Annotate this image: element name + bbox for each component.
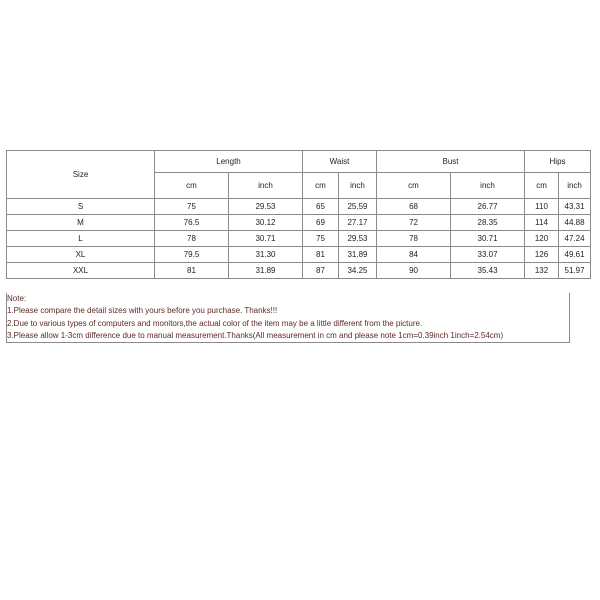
group-header-length: Length (155, 151, 303, 173)
measurement-cell: 31.89 (229, 263, 303, 279)
measurement-cell: 76.5 (155, 215, 229, 231)
unit-header-cm: cm (155, 173, 229, 199)
measurement-cell: 31.89 (339, 247, 377, 263)
measurement-cell: 68 (377, 199, 451, 215)
measurement-cell: 33.07 (451, 247, 525, 263)
measurement-cell: 26.77 (451, 199, 525, 215)
unit-header-inch: inch (339, 173, 377, 199)
group-header-hips: Hips (525, 151, 591, 173)
size-chart-table (6, 150, 591, 279)
table-row (7, 199, 591, 215)
measurement-cell: 51.97 (559, 263, 591, 279)
measurement-cell: 44.88 (559, 215, 591, 231)
measurement-cell: 29.53 (229, 199, 303, 215)
measurement-cell: 84 (377, 247, 451, 263)
measurement-cell: 34.25 (339, 263, 377, 279)
size-label-cell: XL (7, 247, 155, 263)
measurement-cell: 126 (525, 247, 559, 263)
measurement-cell: 31.30 (229, 247, 303, 263)
measurement-cell: 110 (525, 199, 559, 215)
note-line: 1.Please compare the detail sizes with yours before you purchase. Thanks!!! (7, 306, 278, 316)
unit-header-inch: inch (559, 173, 591, 199)
group-header-waist: Waist (303, 151, 377, 173)
measurement-cell: 47.24 (559, 231, 591, 247)
measurement-cell: 29.53 (339, 231, 377, 247)
measurement-cell: 35.43 (451, 263, 525, 279)
measurement-cell: 81 (155, 263, 229, 279)
unit-header-inch: inch (229, 173, 303, 199)
measurement-cell: 30.71 (451, 231, 525, 247)
size-header: Size (7, 151, 155, 199)
measurement-cell: 69 (303, 215, 339, 231)
measurement-cell: 75 (303, 231, 339, 247)
measurement-cell: 30.71 (229, 231, 303, 247)
measurement-cell: 28.35 (451, 215, 525, 231)
note-line: 2.Due to various types of computers and monitors,the actual color of the item may be a little different from the picture. (7, 318, 423, 328)
unit-header-inch: inch (451, 173, 525, 199)
size-label-cell: M (7, 215, 155, 231)
size-label-cell: S (7, 199, 155, 215)
measurement-cell: 49.61 (559, 247, 591, 263)
measurement-cell: 75 (155, 199, 229, 215)
notes-title: Note: (7, 294, 27, 303)
table-row (7, 263, 591, 279)
measurement-cell: 72 (377, 215, 451, 231)
measurement-cell: 81 (303, 247, 339, 263)
measurement-cell: 114 (525, 215, 559, 231)
measurement-cell: 78 (155, 231, 229, 247)
table-body (7, 199, 591, 279)
measurement-cell: 30.12 (229, 215, 303, 231)
unit-header-cm: cm (525, 173, 559, 199)
table-row (7, 231, 591, 247)
size-label-cell: L (7, 231, 155, 247)
measurement-cell: 90 (377, 263, 451, 279)
table-header-row (7, 151, 591, 173)
size-label-cell: XXL (7, 263, 155, 279)
measurement-cell: 132 (525, 263, 559, 279)
measurement-cell: 43.31 (559, 199, 591, 215)
unit-header-cm: cm (377, 173, 451, 199)
measurement-cell: 65 (303, 199, 339, 215)
measurement-cell: 87 (303, 263, 339, 279)
measurement-cell: 25.59 (339, 199, 377, 215)
measurement-cell: 27.17 (339, 215, 377, 231)
notes-section (6, 293, 570, 343)
measurement-cell: 78 (377, 231, 451, 247)
measurement-cell: 79.5 (155, 247, 229, 263)
unit-header-cm: cm (303, 173, 339, 199)
group-header-bust: Bust (377, 151, 525, 173)
table-row (7, 247, 591, 263)
measurement-cell: 120 (525, 231, 559, 247)
table-row (7, 215, 591, 231)
note-line: 3.Please allow 1-3cm difference due to manual measurement.Thanks(All measurement in cm and please note 1cm=0.39inch 1inch=2.54cm) (7, 331, 504, 341)
